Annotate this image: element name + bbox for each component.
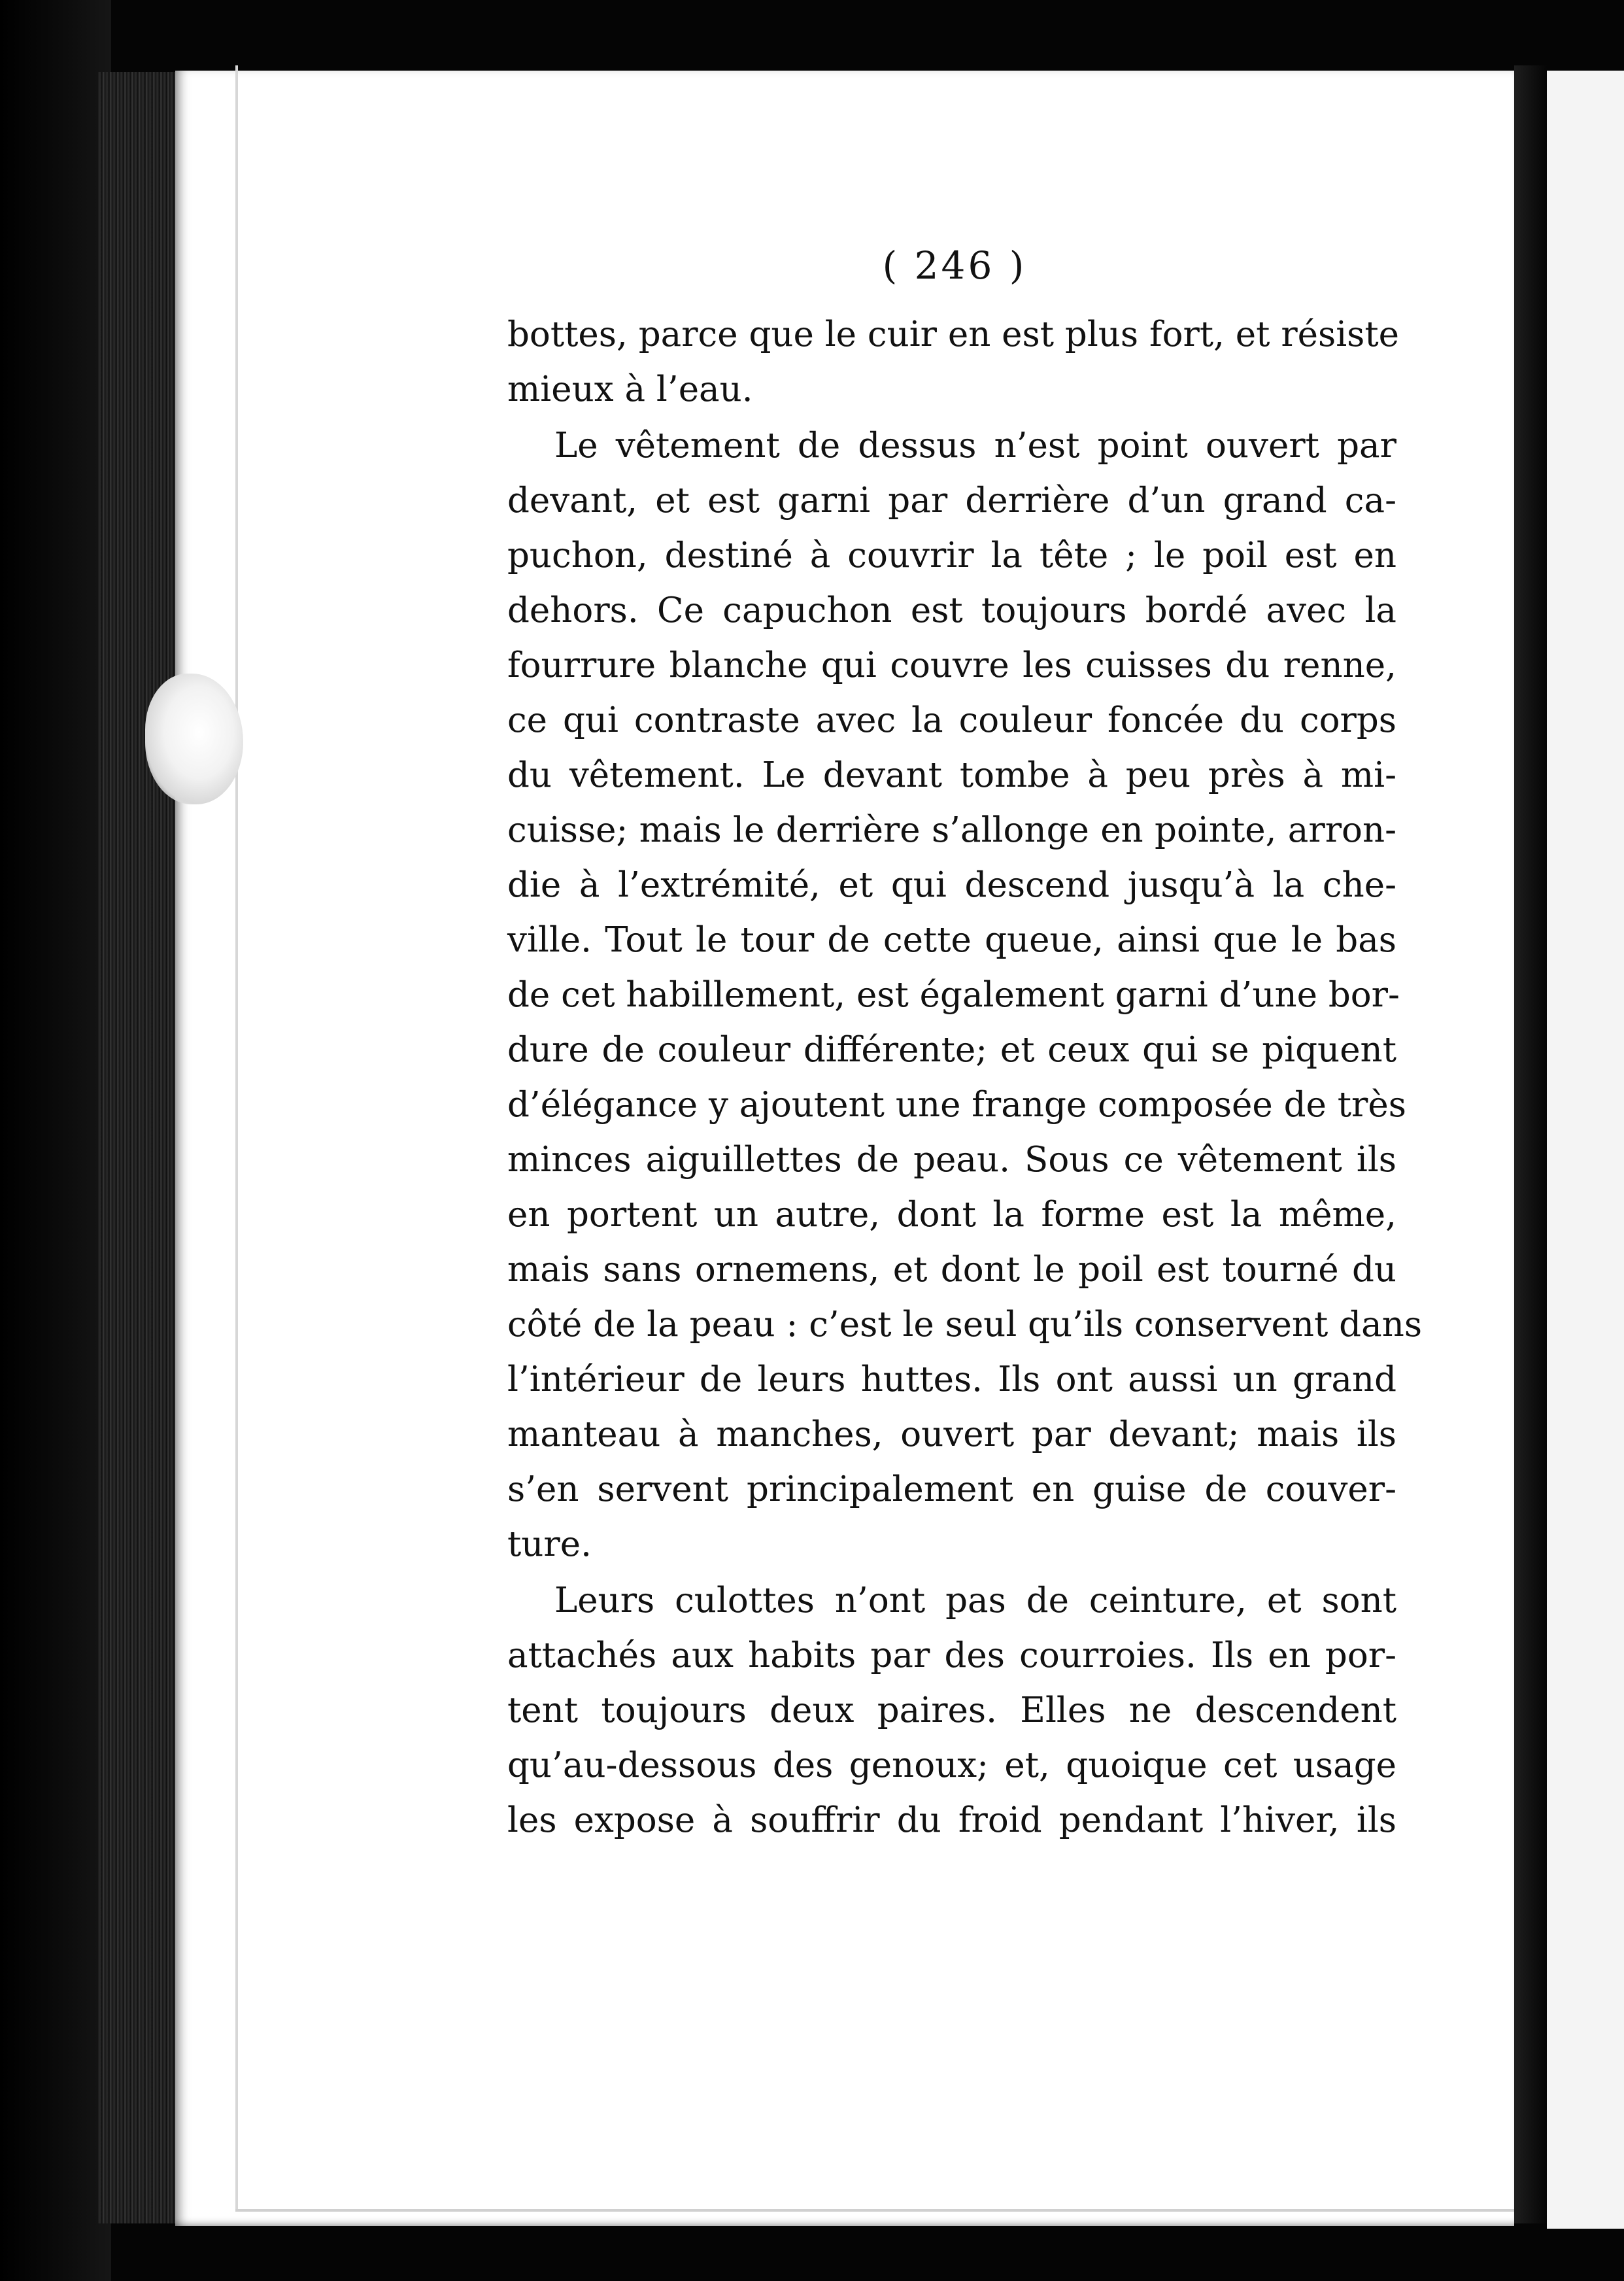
text-line: manteau à manches, ouvert par devant; mais ils [507, 1415, 1396, 1454]
text-line: dehors. Ce capuchon est toujours bordé avec la [507, 591, 1396, 630]
text-line: de cet habillement, est également garni d’une bor- [507, 975, 1400, 1015]
right-page-gutter [1514, 65, 1547, 2223]
text-line: ville. Tout le tour de cette queue, ainsi que le bas [507, 920, 1396, 960]
text-line: les expose à souffrir du froid pendant l’hiver, ils [507, 1800, 1396, 1840]
text-line: Le vêtement de dessus n’est point ouvert par [554, 426, 1396, 466]
text-line: mais sans ornemens, et dont le poil est tourné du [507, 1250, 1396, 1290]
text-line: mieux à l’eau. [507, 369, 753, 409]
text-line: l’intérieur de leurs huttes. Ils ont aussi un grand [507, 1360, 1396, 1399]
text-line: du vêtement. Le devant tombe à peu près à mi- [507, 755, 1396, 795]
text-line: bottes, parce que le cuir en est plus fort, et résiste [507, 315, 1400, 354]
page-bottom-edge [235, 2209, 1517, 2212]
text-line: tent toujours deux paires. Elles ne descendent [507, 1690, 1396, 1730]
text-line: minces aiguillettes de peau. Sous ce vêtement ils [507, 1140, 1396, 1180]
text-line: attachés aux habits par des courroies. Ils en por- [507, 1636, 1396, 1675]
text-line: d’élégance y ajoutent une frange composée de très [507, 1085, 1406, 1125]
next-page-edge [1547, 71, 1624, 2229]
text-line: en portent un autre, dont la forme est la même, [507, 1195, 1396, 1235]
text-line: puchon, destiné à couvrir la tête ; le poil est en [507, 536, 1396, 575]
text-line: s’en servent principalement en guise de couver- [507, 1469, 1396, 1509]
text-line: côté de la peau : c’est le seul qu’ils conservent dans [507, 1305, 1423, 1345]
text-line: dure de couleur différente; et ceux qui se piquent [507, 1030, 1396, 1070]
text-line: ce qui contraste avec la couleur foncée du corps [507, 700, 1396, 740]
text-line: devant, et est garni par derrière d’un grand ca- [507, 481, 1396, 521]
text-line: die à l’extrémité, et qui descend jusqu’à la che- [507, 865, 1396, 905]
text-line: qu’au-dessous des genoux; et, quoique cet usage [507, 1745, 1396, 1785]
text-line: fourrure blanche qui couvre les cuisses du renne, [507, 645, 1396, 685]
page-fold-line [235, 65, 238, 2210]
text-line: Leurs culottes n’ont pas de ceinture, et sont [554, 1581, 1396, 1621]
page-edges [98, 72, 177, 2223]
page-number: ( 246 ) [882, 243, 1027, 288]
text-line: ture. [507, 1524, 592, 1564]
text-line: cuisse; mais le derrière s’allonge en pointe, arron- [507, 810, 1396, 850]
book-spine-shadow [0, 0, 111, 2281]
